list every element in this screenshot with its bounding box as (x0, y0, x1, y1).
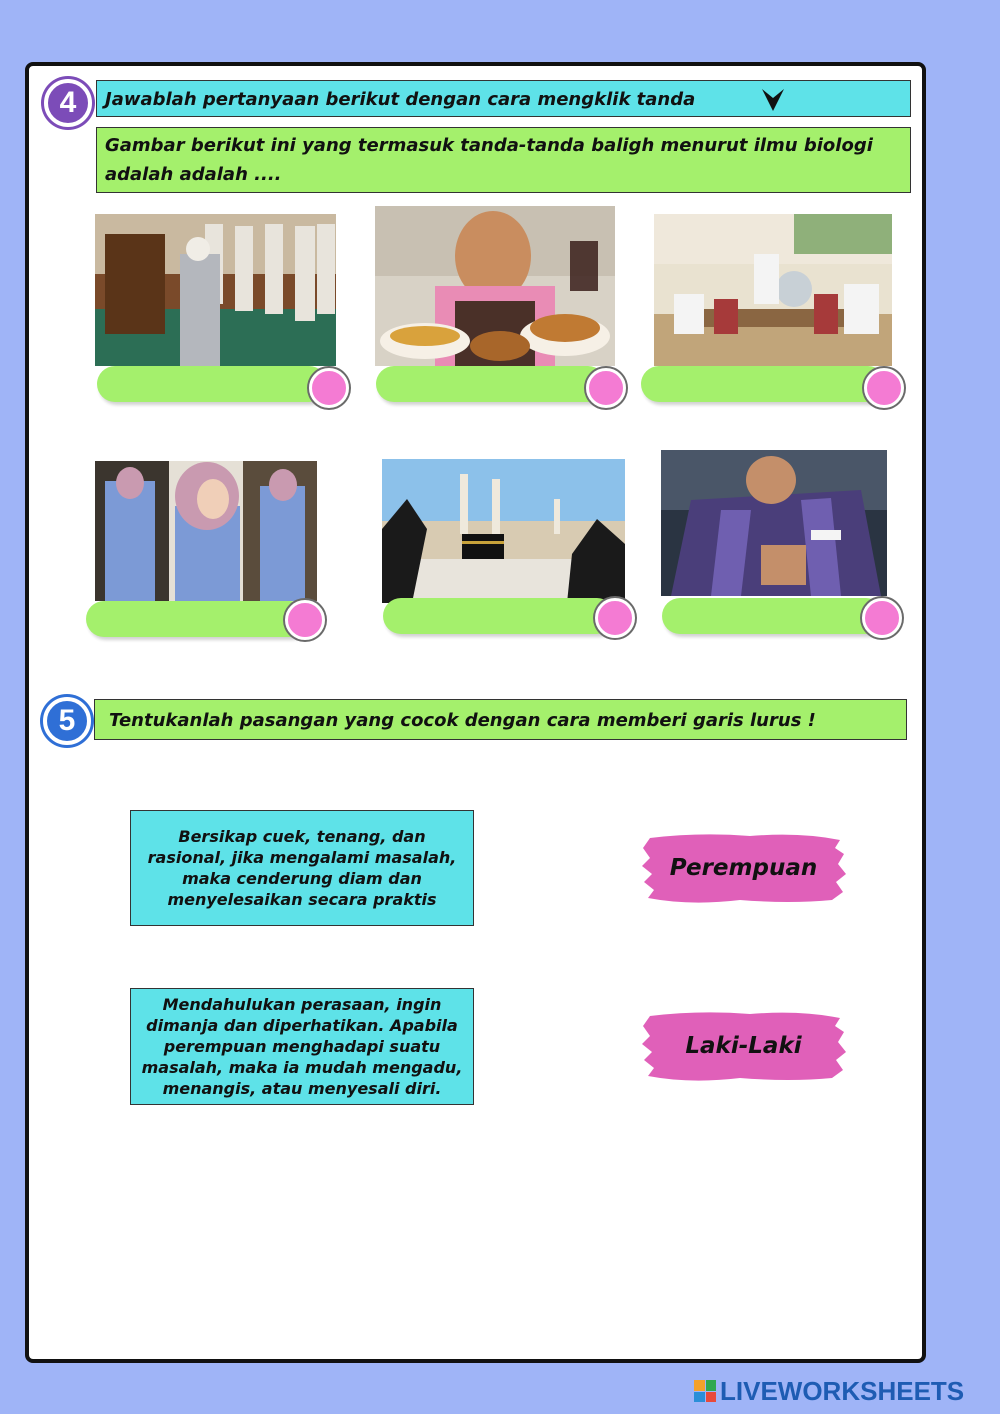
liveworksheets-logo (694, 1376, 964, 1406)
radio-option-6[interactable] (862, 598, 902, 638)
radio-option-2[interactable] (586, 368, 626, 408)
statement-box-2[interactable]: Mendahulukan perasaan, ingin dimanja dan diperhatikan. Apabila perempuan menghadapi suatu masalah, maka ia mudah mengadu, menangis, atau menyesali diri. (130, 988, 474, 1105)
question-4-text: Gambar berikut ini yang termasuk tanda-tanda baligh menurut ilmu biologi adalah adalah .... (96, 127, 911, 193)
kaaba-photo (382, 459, 625, 603)
answer-slot-4 (86, 601, 308, 637)
woman-hijab-photo (95, 461, 317, 601)
answer-slot-2 (376, 366, 606, 402)
man-eating-photo (375, 206, 615, 366)
athlete-photo (661, 450, 887, 596)
men-praying-photo (95, 214, 336, 366)
brand-name: LIVEWORKSHEETS (720, 1375, 965, 1406)
answer-laki-laki[interactable] (640, 1008, 847, 1084)
statement-box-1[interactable]: Bersikap cuek, tenang, dan rasional, jika mengalami masalah, maka cenderung diam dan menyelesaikan secara praktis (130, 810, 474, 926)
answer-slot-1 (97, 366, 327, 402)
answer-perempuan-label: Perempuan (669, 855, 818, 881)
answer-perempuan[interactable] (640, 830, 847, 906)
question-5-instruction: Tentukanlah pasangan yang cocok dengan cara memberi garis lurus ! (94, 699, 907, 740)
radio-option-4[interactable] (285, 600, 325, 640)
radio-option-5[interactable] (595, 598, 635, 638)
radio-option-3[interactable] (864, 368, 904, 408)
question-5-number: 5 (43, 697, 91, 745)
radio-option-1[interactable] (309, 368, 349, 408)
answer-laki-laki-label: Laki-Laki (685, 1033, 802, 1059)
classroom-photo (654, 214, 892, 366)
question-4-number: 4 (44, 79, 92, 127)
answer-slot-6 (662, 598, 884, 634)
question-4-instruction: Jawablah pertanyaan berikut dengan cara mengklik tanda (96, 80, 911, 117)
answer-slot-5 (383, 598, 615, 634)
answer-slot-3 (641, 366, 886, 402)
arrow-down-icon (760, 87, 786, 113)
liveworksheets-icon (694, 1380, 716, 1402)
